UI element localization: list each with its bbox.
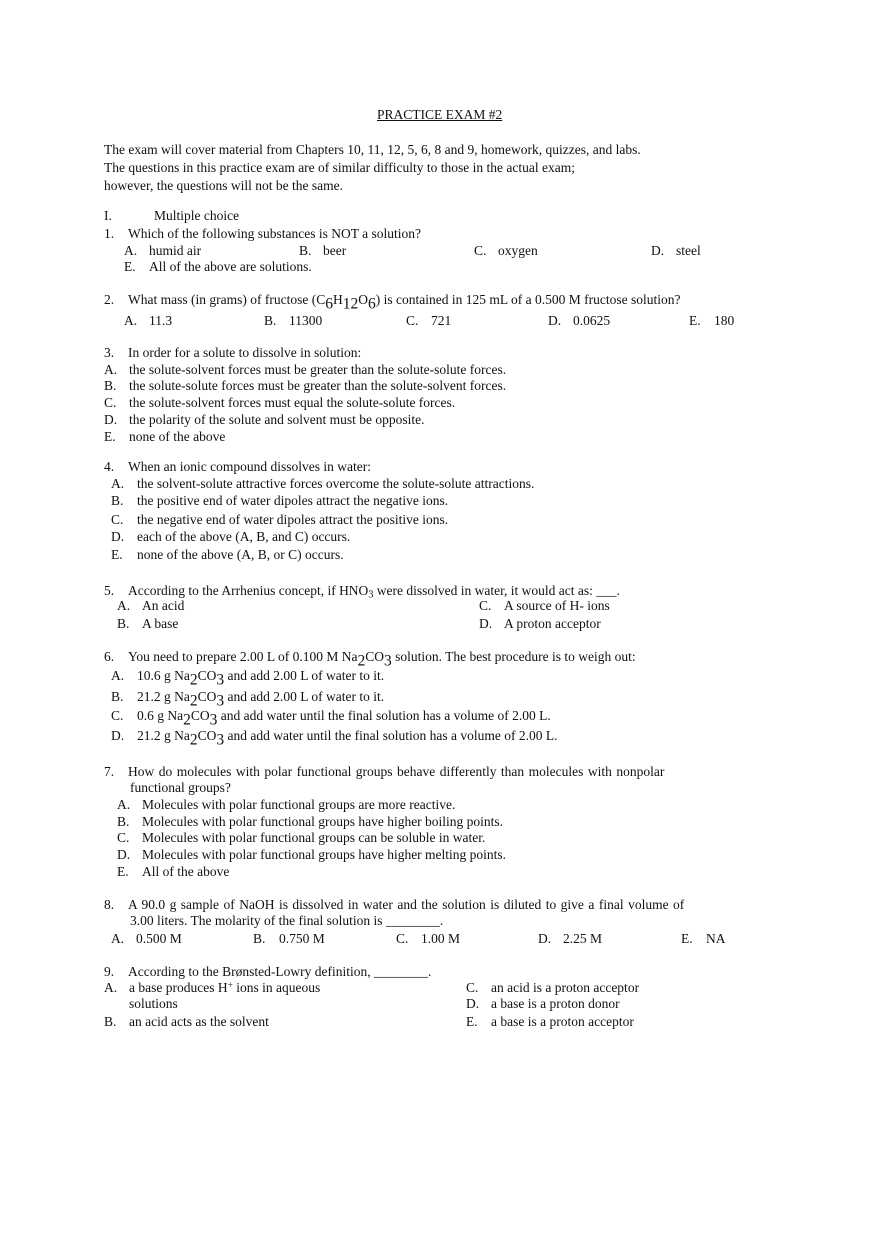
- text-fragment: H: [332, 292, 343, 307]
- option-text: oxygen: [498, 243, 538, 258]
- subscript: 3: [216, 692, 225, 710]
- option-text: each of the above (A, B, and C) occurs.: [137, 529, 351, 544]
- option-letter: C.: [479, 598, 492, 613]
- question-number: 8.: [104, 897, 115, 912]
- option-text: solutions: [129, 996, 178, 1011]
- text-fragment: You need to prepare 2.00 L of 0.100 M Na: [128, 649, 358, 664]
- option-text: [137, 668, 385, 689]
- question-number: 7.: [104, 764, 115, 779]
- option-letter: C.: [406, 313, 419, 328]
- question-text: [128, 292, 681, 313]
- option-text: the solute-solute forces must be greater than the solute-solvent forces.: [129, 378, 507, 393]
- option-text: 721: [431, 313, 452, 328]
- text-fragment: ) is contained in 125 mL of a 0.500 M fructose solution?: [375, 292, 681, 307]
- option-text: [137, 689, 385, 710]
- subscript: 6: [325, 295, 333, 313]
- option-letter: D.: [111, 728, 125, 743]
- question-text: Which of the following substances is NOT a solution?: [128, 226, 421, 241]
- option-text: the negative end of water dipoles attract the positive ions.: [137, 512, 449, 527]
- text-fragment: solution. The best procedure is to weigh out:: [391, 649, 636, 664]
- option-text: A proton acceptor: [504, 616, 601, 631]
- option-text: a base is a proton acceptor: [491, 1014, 634, 1029]
- option-text: 0.0625: [573, 313, 611, 328]
- option-letter: A.: [111, 931, 125, 946]
- option-text: Molecules with polar functional groups have higher boiling points.: [142, 814, 504, 829]
- question-text: In order for a solute to dissolve in solution:: [128, 345, 362, 360]
- option-text: an acid acts as the solvent: [129, 1014, 269, 1029]
- question-number: 3.: [104, 345, 115, 360]
- option-text: none of the above (A, B, or C) occurs.: [137, 547, 344, 562]
- option-text: All of the above: [142, 864, 230, 879]
- option-letter: A.: [111, 668, 125, 683]
- option-letter: A.: [124, 313, 138, 328]
- option-letter: B.: [253, 931, 266, 946]
- option-text: [137, 728, 558, 749]
- option-text: humid air: [149, 243, 202, 258]
- option-letter: A.: [117, 797, 131, 812]
- option-letter: E.: [104, 429, 116, 444]
- subscript: 2: [357, 652, 366, 670]
- option-text: 11.3: [149, 313, 173, 328]
- option-text: the positive end of water dipoles attract the negative ions.: [137, 493, 449, 508]
- section-label: Multiple choice: [154, 208, 240, 223]
- question-text: According to the Brønsted-Lowry definition, ________.: [128, 964, 432, 979]
- option-letter: D.: [104, 412, 118, 427]
- option-text: a base is a proton donor: [491, 996, 620, 1011]
- question-text: How do molecules with polar functional groups behave differently than molecules with nonpolar: [128, 764, 665, 779]
- subscript: 3: [384, 652, 392, 670]
- option-text: 0.500 M: [136, 931, 182, 946]
- superscript: +: [227, 980, 233, 991]
- option-letter: C.: [466, 980, 479, 995]
- subscript: 6: [367, 295, 376, 313]
- option-text: 11300: [289, 313, 323, 328]
- option-text: the polarity of the solute and solvent must be opposite.: [129, 412, 425, 427]
- subscript: 2: [189, 671, 198, 689]
- question-number: 9.: [104, 964, 115, 979]
- option-letter: C.: [474, 243, 487, 258]
- text-fragment: According to the Arrhenius concept, if HNO: [128, 583, 369, 598]
- option-letter: A.: [124, 243, 138, 258]
- option-text: Molecules with polar functional groups have higher melting points.: [142, 847, 507, 862]
- text-fragment: ions in aqueous: [232, 980, 321, 995]
- option-letter: C.: [111, 512, 124, 527]
- text-fragment: CO: [197, 668, 217, 683]
- text-fragment: CO: [190, 708, 210, 723]
- text-fragment: CO: [197, 728, 217, 743]
- option-letter: E.: [466, 1014, 478, 1029]
- option-letter: A.: [104, 980, 118, 995]
- question-number: 6.: [104, 649, 115, 664]
- question-number: 1.: [104, 226, 115, 241]
- option-text: A base: [142, 616, 179, 631]
- option-text: 180: [714, 313, 735, 328]
- option-letter: B.: [111, 493, 124, 508]
- question-text: [128, 649, 636, 670]
- option-letter: B.: [104, 1014, 117, 1029]
- option-letter: D.: [117, 847, 131, 862]
- option-text: NA: [706, 931, 726, 946]
- option-text: A source of H- ions: [504, 598, 610, 613]
- option-letter: B.: [111, 689, 124, 704]
- text-fragment: and add 2.00 L of water to it.: [224, 689, 385, 704]
- question-number: 5.: [104, 583, 115, 598]
- option-letter: E.: [689, 313, 701, 328]
- option-text: beer: [323, 243, 347, 258]
- subscript: 3: [216, 671, 225, 689]
- option-letter: C.: [111, 708, 124, 723]
- option-letter: D.: [111, 529, 125, 544]
- option-letter: B.: [299, 243, 312, 258]
- option-letter: E.: [111, 547, 123, 562]
- question-number: 2.: [104, 292, 115, 307]
- subscript: 3: [209, 711, 218, 729]
- text-fragment: CO: [197, 689, 217, 704]
- question-text: A 90.0 g sample of NaOH is dissolved in water and the solution is diluted to give a final volume of: [128, 897, 685, 912]
- option-letter: A.: [117, 598, 131, 613]
- option-letter: D.: [651, 243, 665, 258]
- intro-line: The exam will cover material from Chapters 10, 11, 12, 5, 6, 8 and 9, homework, quizzes, and labs.: [104, 142, 641, 157]
- subscript: 2: [189, 692, 198, 710]
- option-letter: B.: [104, 378, 117, 393]
- option-letter: B.: [117, 616, 130, 631]
- option-text: steel: [676, 243, 701, 258]
- option-text: [129, 980, 320, 996]
- subscript: 2: [189, 731, 198, 749]
- subscript: 12: [342, 295, 359, 313]
- option-text: the solvent-solute attractive forces overcome the solute-solute attractions.: [137, 476, 535, 491]
- text-fragment: 10.6 g Na: [137, 668, 190, 683]
- option-letter: A.: [104, 362, 118, 377]
- subscript: 3: [368, 589, 374, 601]
- question-text: When an ionic compound dissolves in water:: [128, 459, 371, 474]
- text-fragment: CO: [365, 649, 384, 664]
- option-letter: B.: [264, 313, 277, 328]
- option-letter: E.: [681, 931, 693, 946]
- option-text: An acid: [142, 598, 185, 613]
- option-text: an acid is a proton acceptor: [491, 980, 640, 995]
- question-number: 4.: [104, 459, 115, 474]
- option-text: none of the above: [129, 429, 226, 444]
- option-letter: C.: [117, 830, 130, 845]
- option-letter: B.: [117, 814, 130, 829]
- text-fragment: were dissolved in water, it would act as: ___.: [373, 583, 620, 598]
- option-text: 1.00 M: [421, 931, 461, 946]
- option-text: Molecules with polar functional groups are more reactive.: [142, 797, 456, 812]
- text-fragment: 0.6 g Na: [137, 708, 184, 723]
- option-letter: C.: [104, 395, 117, 410]
- text-fragment: and add 2.00 L of water to it.: [224, 668, 385, 683]
- text-fragment: and add water until the final solution has a volume of 2.00 L.: [224, 728, 558, 743]
- option-text: Molecules with polar functional groups can be soluble in water.: [142, 830, 486, 845]
- option-letter: D.: [466, 996, 480, 1011]
- subscript: 3: [216, 731, 225, 749]
- text-fragment: What mass (in grams) of fructose (C: [128, 292, 326, 307]
- option-letter: E.: [117, 864, 129, 879]
- text-fragment: O: [358, 292, 368, 307]
- option-letter: D.: [479, 616, 493, 631]
- option-letter: D.: [548, 313, 562, 328]
- question-text: functional groups?: [130, 780, 231, 795]
- subscript: 2: [183, 711, 191, 729]
- option-letter: D.: [538, 931, 552, 946]
- page-title: PRACTICE EXAM #2: [377, 107, 503, 122]
- question-text: 3.00 liters. The molarity of the final solution is ________.: [130, 913, 444, 928]
- section-number: I.: [104, 208, 112, 223]
- option-text: All of the above are solutions.: [149, 259, 312, 274]
- question-text: [128, 583, 620, 599]
- option-text: 2.25 M: [563, 931, 603, 946]
- text-fragment: 21.2 g Na: [137, 689, 190, 704]
- option-text: the solute-solvent forces must be greater than the solute-solute forces.: [129, 362, 507, 377]
- option-text: the solute-solvent forces must equal the solute-solute forces.: [129, 395, 456, 410]
- option-letter: E.: [124, 259, 136, 274]
- intro-line: The questions in this practice exam are of similar difficulty to those in the actual exam;: [104, 160, 575, 175]
- option-text: 0.750 M: [279, 931, 325, 946]
- intro-line: however, the questions will not be the same.: [104, 178, 344, 193]
- text-fragment: a base produces H: [129, 980, 228, 995]
- option-letter: C.: [396, 931, 409, 946]
- text-fragment: and add water until the final solution has a volume of 2.00 L.: [217, 708, 551, 723]
- option-letter: A.: [111, 476, 125, 491]
- text-fragment: 21.2 g Na: [137, 728, 190, 743]
- option-text: [137, 708, 551, 729]
